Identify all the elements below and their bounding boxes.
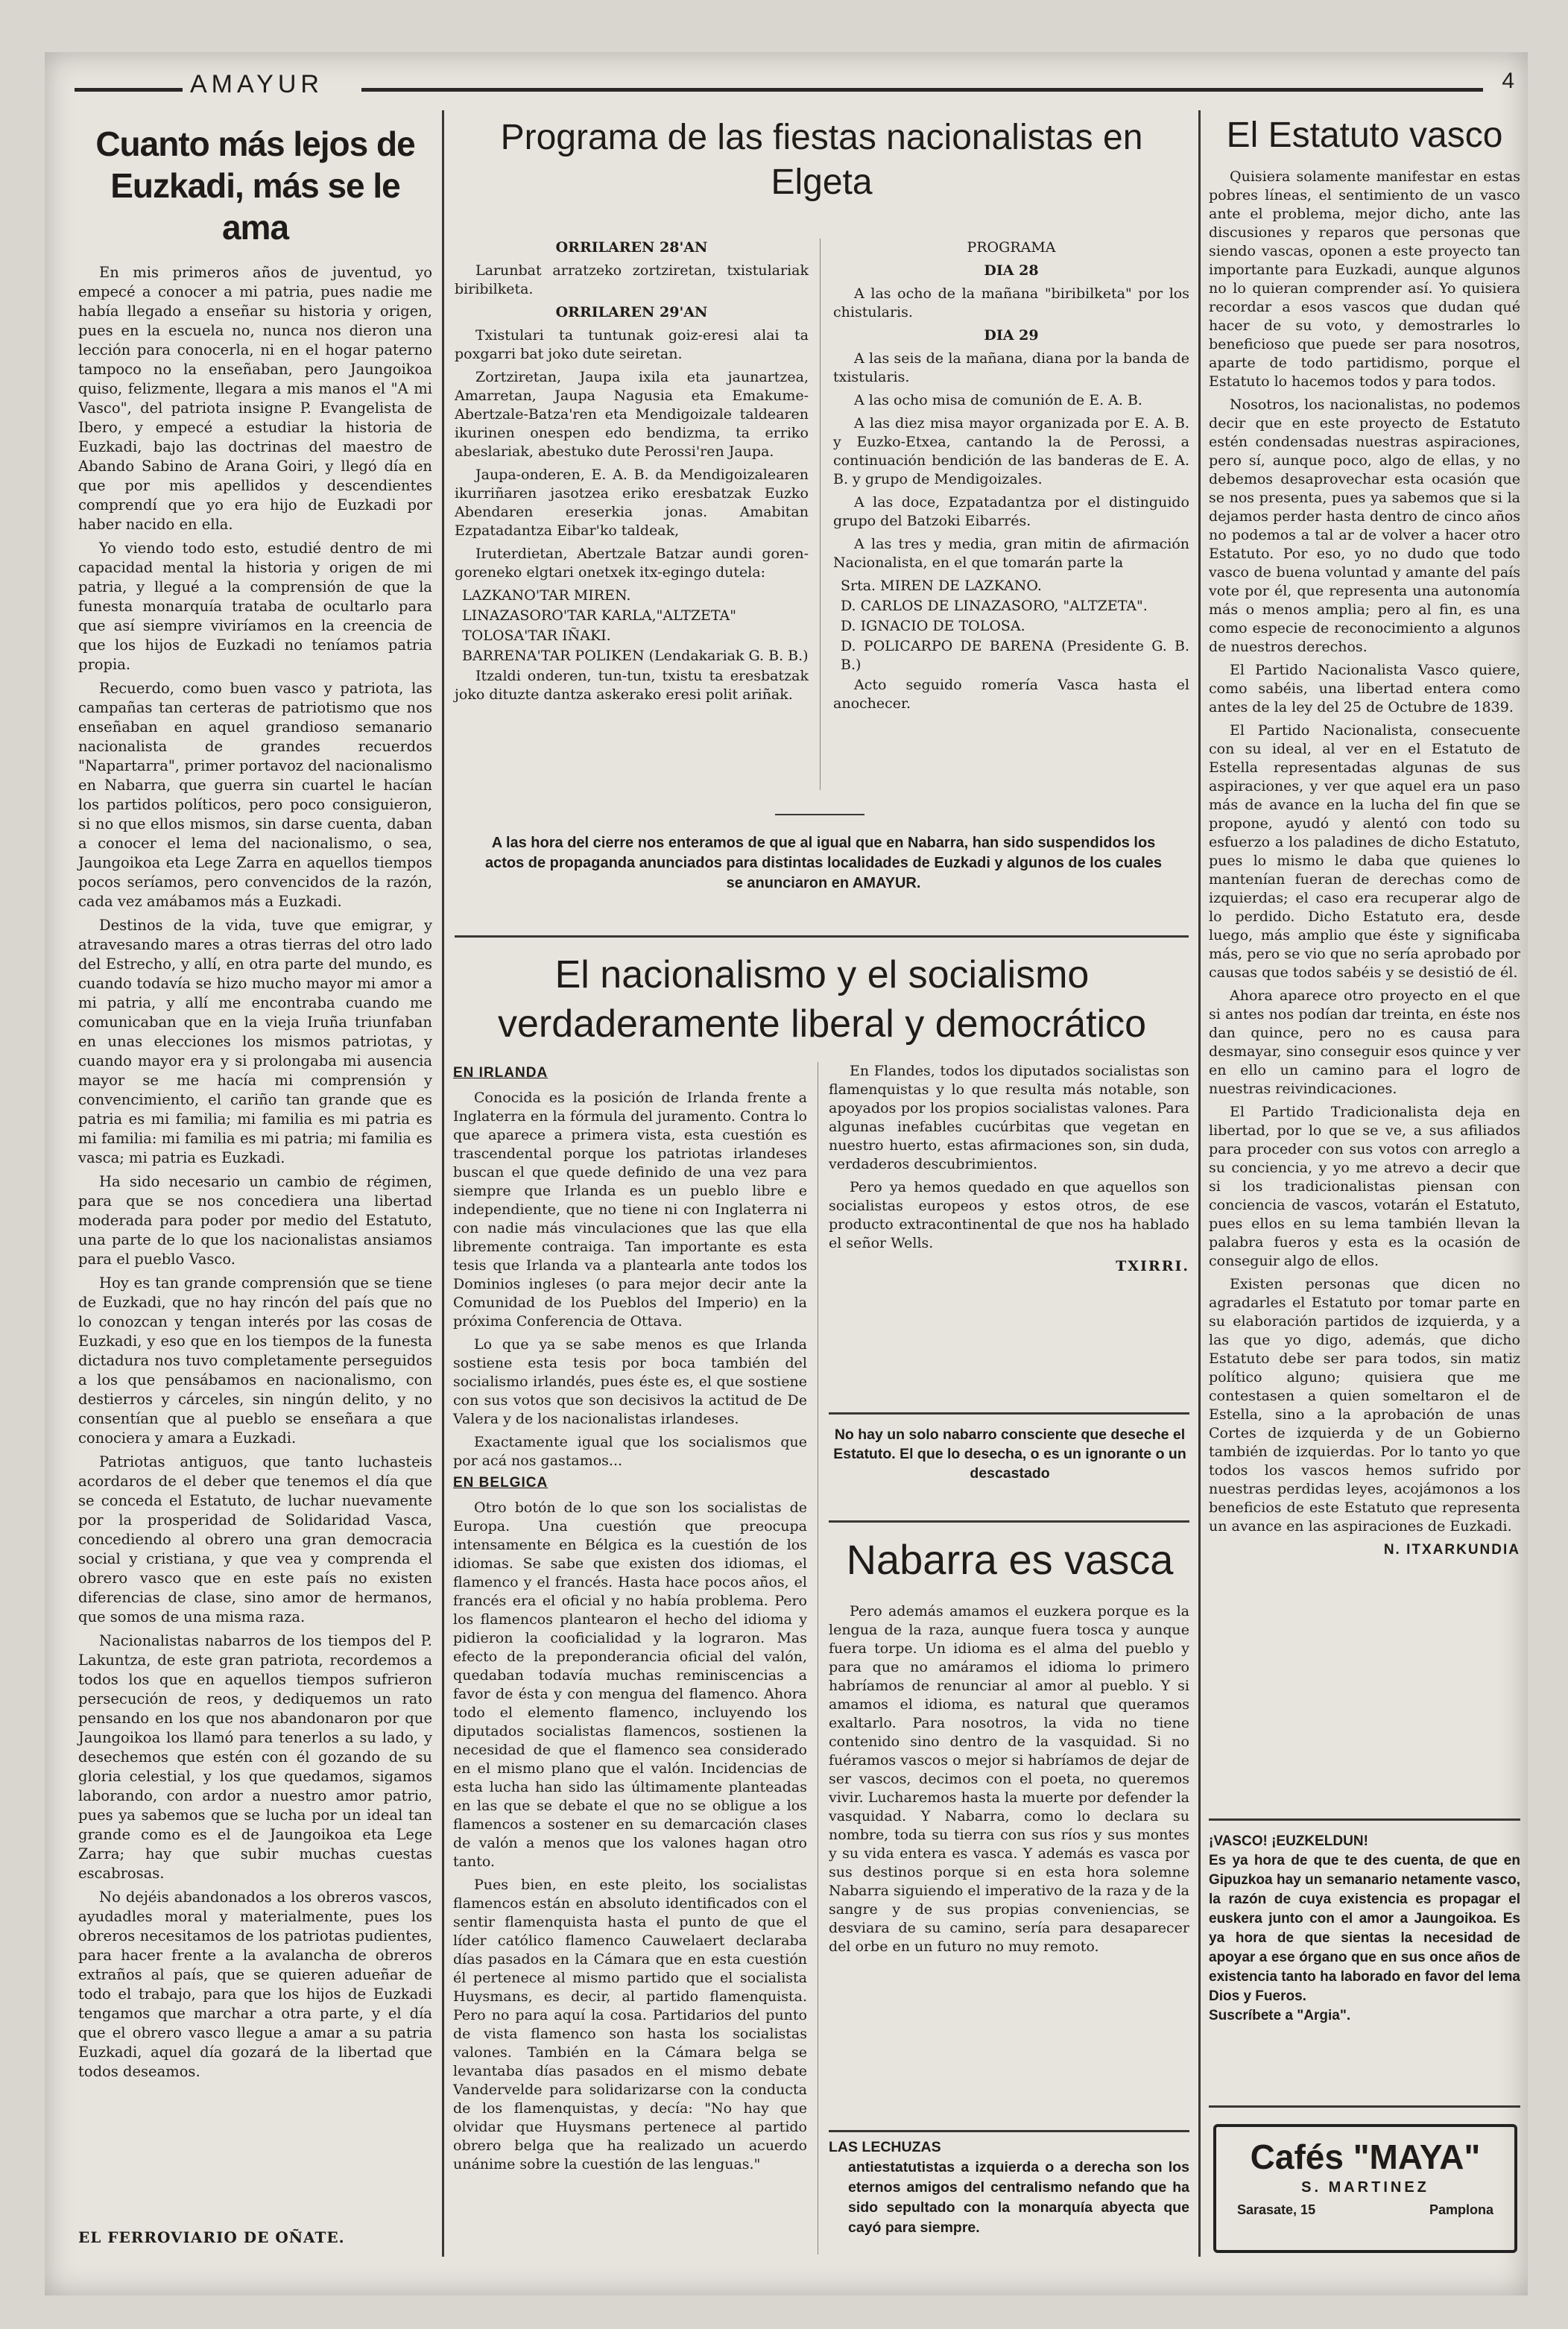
spanish-day2-heading: DIA 29 xyxy=(984,327,1039,344)
article-title: El nacionalismo y el socialismo verdaderamente liberal y democrático xyxy=(498,953,1146,1046)
programa-spanish xyxy=(833,238,1189,790)
spanish-paragraph: A las diez misa mayor organizada por E. A. B. y Euzko-Etxea, cantando la de Perossi, a continuación bendición de las banderas de E. A. B. y grupo de Mendigoizales. xyxy=(833,415,1189,487)
suspension-notice: A las hora del cierre nos enteramos de que al igual que en Nabarra, han sido suspendidos los actos de propaganda anunciados para distintas localidades de Euzkadi y algunos de los cuales se anunciaron en AMAYUR. xyxy=(484,835,1163,891)
basque-day2-heading: ORRILAREN 29'AN xyxy=(555,304,708,320)
article-paragraph: Lo que ya se sabe menos es que Irlanda sostiene esta tesis por boca también del socialismo irlandés, pues éste es, el que sostiene con sus votos que son decisivos la actitud de De Valera y de los nacionalistas irlandeses. xyxy=(453,1336,807,1427)
basque-speaker: LINAZASORO'TAR KARLA,"ALTZETA" xyxy=(462,607,736,624)
spanish-paragraph: A las doce, Ezpatadantza por el distinguido grupo del Batzoki Eibarrés. xyxy=(833,494,1189,529)
masthead-rule-left xyxy=(75,88,183,92)
col1-paragraph: No dejéis abandonados a los obreros vascos, ayudadles moral y materialmente, pues los obreros necesitamos de los patriotas pudientes, para hacer frente a la avalancha de obreros extraños al país, que se quieren adueñar de todo el trabajo, para que los hijos de Euzkadi tengamos que marchar a otra parte, y el día que el obrero vasco llegue a amar a su patria Euzkadi, aquel día gozará de la libertad que todos deseamos. xyxy=(78,1889,432,2080)
col1-paragraph: Yo viendo todo esto, estudié dentro de mi capacidad mental la historia y origen de mi patria, y llegué a la comprensión de que la funesta monarquía trataba de ocultarlo para que así siempre viviríamos en la creencia de que los hijos de Euzkadi no teníamos patria propia. xyxy=(78,540,432,673)
ad-title: Cafés "MAYA" xyxy=(1250,2137,1481,2176)
euzkeldun-subscribe: Suscríbete a "Argia". xyxy=(1209,2008,1351,2023)
column-1 xyxy=(78,123,432,2262)
ad-city: Pamplona xyxy=(1429,2202,1493,2217)
article-title-box xyxy=(453,950,1191,1062)
nabarra-paragraph: Pero además amamos el euzkera porque es la lengua de la raza, aunque fuera tosca y aunque fuera torpe. Un idioma es el alma del pueblo y para que no amáramos el idioma lo primero habríamos de renunciar al amor al pueblo. Y si amamos el idioma, es natural que queramos exaltarlo. Para nosotros, la vida no tiene contenido sino dentro de la vasquidad. Si no fuéramos vascos o mejor si habríamos de dejar de ser vascos, decimos con el poeta, no queremos vivir. Lucharemos hasta la muerte por defender la vasquidad. Y Nabarra, como lo declara su nombre, toda su tierra con sus ríos y sus montes y su vida entera es vasca. Y además es vasca por sus destinos porque si en esta hora solemne Nabarra siguiendo el imperativo de la raza y de la sangre y de sus propias conveniencias, se desviara de su camino, sería para desaparecer del orbe en un futuro no muy remoto. xyxy=(829,1603,1189,1955)
col1-paragraph: Patriotas antiguos, que tanto luchasteis acordaros de el deber que tenemos el día que se conceda el Estatuto, de luchar nuevamente por la prosperidad de Solidaridad Vasca, concediendo al obrero una gran democracia social y cristiana, y que vea y comprenda el obrero vasco que en este país no existen diferencias de clase, sino amor de hermanos, que somos de una misma raza. xyxy=(78,1453,432,1625)
masthead-name: AMAYUR xyxy=(190,70,323,98)
ad-top-rule xyxy=(1209,2105,1520,2108)
spanish-closing: Acto seguido romería Vasca hasta el anochecer. xyxy=(833,677,1189,712)
estatuto-signature: N. ITXARKUNDIA xyxy=(1383,1542,1520,1558)
estatuto-paragraph: Ahora aparece otro proyecto en el que si antes nos podían dar treinta, en éste nos dan quince, pero no es causa para desmayar, sino conseguir esos quince y ver en ello un camino para el logro de nuestras reivindicaciones. xyxy=(1209,987,1520,1097)
masthead-rule-right xyxy=(361,88,1483,92)
basque-speaker: LAZKANO'TAR MIREN. xyxy=(462,587,631,604)
notice-rule xyxy=(775,814,864,815)
section-belgica: EN BELGICA xyxy=(453,1475,549,1491)
estatuto-paragraph: Existen personas que dicen no agradarles el Estatuto por tomar parte en su elaboración partidos de izquierda, y a las que yo digo, además, que dicho Estatuto debe ser para todos, sin matiz político alguno; quisiera que me contestasen a quien someltaron el de Estella, sino a la aprobación de unas Cortes de izquierda y de un Gobierno también de izquierdas. Por lo tanto yo que todos los vascos hemos sufrido por nuestras perdidas leyes, acojámonos a los beneficios de este Estatuto que representa un avance en las aspiraciones de Euzkadi. xyxy=(1209,1276,1520,1535)
estatuto-title: El Estatuto vasco xyxy=(1226,116,1503,155)
section-irlanda: EN IRLANDA xyxy=(453,1065,549,1081)
spanish-speaker: D. POLICARPO DE BARENA (Presidente G. B. B.) xyxy=(841,638,1189,673)
estatuto-title-box xyxy=(1209,112,1520,164)
basque-paragraph: Jaupa-onderen, E. A. B. da Mendigoizalearen ikurriñaren jasotzea eriko eresbatzak Euzko Abendaren ereserkia jonas. Amabitan Ezpatadantza Eibar'ko taldeak, xyxy=(455,467,809,539)
spanish-day1-text: A las ocho de la mañana "biribilketa" por los chistularis. xyxy=(833,285,1189,320)
column-divider-left xyxy=(442,110,444,2257)
col1-body xyxy=(78,263,432,2082)
article-right-column xyxy=(829,1062,1189,1397)
col1-paragraph: Recuerdo, como buen vasco y patriota, las campañas tan certeras de patriotismo que nos enseñaban en aquel grandioso semanario nacionalista de grandes recuerdos "Napartarra", primer portavoz del nacionalismo en Nabarra, que guerra sin cuartel le hacían los partidos políticos, pero poco consiguieron, si no que ellos mismos, sin darse cuenta, daban a conocer el lema del nacionalismo, o sea, Jaungoikoa eta Lege Zarra en aquellos tiempos pocos seríamos, pero convencidos de la razón, cada vez amábamos más a Euzkadi. xyxy=(78,680,432,910)
column-divider-right xyxy=(1198,110,1201,2257)
programa-title-box xyxy=(455,116,1189,202)
lechuzas-box xyxy=(829,2137,1189,2257)
euzkeldun-title: ¡VASCO! ¡EUZKELDUN! xyxy=(1209,1833,1368,1849)
spanish-paragraph: A las tres y media, gran mitin de afirmación Nacionalista, en el que tomarán parte la xyxy=(833,536,1189,571)
article-left-column xyxy=(453,1062,807,2262)
euzkeldun-rule xyxy=(1209,1818,1520,1821)
masthead xyxy=(75,66,1520,110)
page-number: 4 xyxy=(1502,69,1514,93)
estatuto-paragraph: El Partido Tradicionalista deja en libertad, por lo que se ve, a sus afiliados para proceder con sus votos con arreglo a su conciencia, y yo me atrevo a decir que si los tradicionalistas piensan con conciencia de vascos, votarán el Estatuto, pues ellos en su lema también llevan la palabra fueros y esta es la ocasión de conseguir algo de ellos. xyxy=(1209,1104,1520,1269)
estatuto-paragraph: Nosotros, los nacionalistas, no podemos decir que en este proyecto de Estatuto estén condensadas nuestras aspiraciones, pero sí, aunque poco, algo de ellas, y no debemos desaprovechar esta ocasión que se nos presenta, pues ya sabemos que si la dejamos perder hasta dentro de cinco años no podemos a tal ar de volver a hacer otro Estatuto. Por eso, yo no dudo que todo vasco de buena voluntad y amante del país vote por él, que representa una autonomía más o menos amplia; pero al fin, es una como especie de reconocimiento a algunos de nuestros derechos. xyxy=(1209,396,1520,655)
estatuto-box: No hay un solo nabarro consciente que deseche el Estatuto. El que lo desecha, o es un ignorante o un descastado xyxy=(833,1426,1186,1482)
programa-inner-divider xyxy=(820,238,821,790)
estatuto-body xyxy=(1209,168,1520,1807)
spanish-speaker: D. IGNACIO DE TOLOSA. xyxy=(841,618,1025,634)
col1-footer: EL FERROVIARIO DE OÑATE. xyxy=(78,2228,345,2246)
basque-day1-heading: ORRILAREN 28'AN xyxy=(555,239,708,256)
nabarra-title: Nabarra es vasca xyxy=(846,1536,1174,1583)
estatuto-paragraph: Quisiera solamente manifestar en estas pobres líneas, el sentimiento de un vasco ante el problema, mejor dicho, ante las discusiones y reparos que personas que siendo vascas, oponen a este proyecto tan importante para Euzkadi, aunque algunos no lo quieran comprender así. Yo quisiera recordar a esos vascos que dudan qué hacer de su voto, y demostrarles lo beneficioso que puede ser para nosotros, aparte de todo partidismo, porque el Estatuto lo hacemos todos y para todos. xyxy=(1209,168,1520,390)
estatuto-paragraph: El Partido Nacionalista Vasco quiere, como sabéis, una libertad entera como antes de la ley del 25 de Octubre de 1839. xyxy=(1209,662,1520,715)
basque-speaker: TOLOSA'TAR IÑAKI. xyxy=(462,628,611,644)
box-top-rule xyxy=(829,1412,1189,1415)
article-paragraph: Otro botón de lo que son los socialistas de Europa. Una cuestión que preocupa intensamente en Bélgica es la cuestión de los idiomas. Se sabe que existen dos idiomas, el flamenco y el francés. Hasta hace pocos años, el francés era el oficial y no había problema. Pero los flamencos plantearon el hecho del idioma y pidieron la cooficialidad y la lograron. Mas efecto de la preponderancia oficial del valón, quedaban todavía muchas reminiscencias a favor de ésta y con mengua del flamenco. Ahora todo el elemento flamenco, incluyendo los diputados socialistas flamencos, sostienen la necesidad de que el flamenco sea considerado en el mismo plano que el valón. Incidencias de esta lucha han sido las últimamente planteadas en las que se debate el que no se obligue a los flamencos a sostener en su demarcación clases de valón a menos que los valones hagan otro tanto. xyxy=(453,1500,807,1870)
estatuto-paragraph: El Partido Nacionalista, consecuente con su ideal, al ver en el Estatuto de Estella representadas algunas de sus aspiraciones, y ver que aquel era un paso más de avance en la lucha del fin que se propone, ayudó y alentó con todo su esfuerzo a los paladines de dicho Estatuto, pues lo mismo le daba que quienes lo mantenían fueran de derechas como de izquierdas; el caso era recuperar algo de lo perdido. Dicho Estatuto era, desde luego, más amplio que éste y significaba más, pero se vio que no sería aprobado por causas que todos sabéis y se desistió de él. xyxy=(1209,722,1520,981)
spanish-program-heading: PROGRAMA xyxy=(967,239,1056,256)
euzkeldun-text: Es ya hora de que te des cuenta, de que en Gipuzkoa hay un semanario netamente vasco, la razón de cuya existencia es propagar el euskera junto con el amor a Jaungoikoa. Es ya hora de que sientas la necesidad de apoyar a ese órgano que en sus once años de existencia tanto ha laborado en favor del lema Dios y Fueros. xyxy=(1209,1853,1520,2004)
basque-day1-text: Larunbat arratzeko zortziretan, txistulariak biribilketa. xyxy=(455,262,809,297)
spanish-day1-heading: DIA 28 xyxy=(984,262,1039,279)
col1-paragraph: Hoy es tan grande comprensión que se tiene de Euzkadi, que no hay rincón del país que no lo conozcan y tengan interés por las cosas de Euzkadi, y eso que en los tiempos de la funesta dictadura nos tuvo completamente perseguidos a los que pensábamos en nacionalismo, con destierros y cárceles, sin ningún delito, y no consentían que al pueblo se enseñara a que conociera y amara a Euzkadi. xyxy=(78,1274,432,1447)
euzkeldun-box xyxy=(1209,1832,1520,2078)
article-signature: TXIRRI. xyxy=(1116,1258,1189,1274)
programa-title: Programa de las fiestas nacionalistas en Elgeta xyxy=(500,118,1143,202)
lechuzas-text: antiestatutistas a izquierda o a derecha son los eternos amigos del centralismo nefando que ha sido sepultado con la monarquía abyecta que cayó para siempre. xyxy=(848,2159,1189,2236)
ad-address-row xyxy=(1216,2196,1514,2218)
col1-paragraph: Destinos de la vida, tuve que emigrar, y atravesando mares a otras tierras del otro lado del Estrecho, y allí, en otra parte del mundo, es cuando todavía se hizo mucho mayor mi amor a mi patria, y allí me encontraba cuando me comunicaban que en la vieja Iruña triunfaban en unas elecciones los mismos patriotas, y cuando mayor era y si prolongaba mi ausencia mayor se me hacía mi comprensión y convencimiento, el cariño tan grande que es patria es mi familia; mi familia es mi patria es mi familia: mi familia es mi patria; mi familia es vasca; mi patria es Euzkadi. xyxy=(78,917,432,1166)
lechuzas-title: LAS LECHUZAS xyxy=(829,2139,941,2155)
article-paragraph: Conocida es la posición de Irlanda frente a Inglaterra en la fórmula del juramento. Contra lo que aparece a primera vista, esta cuestión es trascendental porque los patriotas irlandeses buscan el que quede definido de una vez para siempre que Irlanda es un pueblo libre e independiente, que no tiene ni con Inglaterra ni con nadie más vinculaciones que las que ella libremente contraiga. Tan importante es esta tesis que Irlanda va a plantearla ante todos los Dominios ingleses (o para mejor decir ante la Comunidad de los Pueblos del Imperio) en la próxima Conferencia de Ottava. xyxy=(453,1090,807,1330)
ad-owner: S. MARTINEZ xyxy=(1301,2179,1429,2196)
col1-paragraph: Nacionalistas nabarros de los tiempos del P. Lakuntza, de este gran patriota, recordemos a todos los que en aquellos tiempos sufrieron persecución de reos, y dediquemos un rato pensando en los que nos abandonaron por que Jaungoikoa los llamó para tenerlos a su lado, y desechemos que estén con él gozando de su gloria celestial, y los que quedamos, sigamos laborando, con ardor a nuestro amor patrio, pues ya sabemos que se lucha por un ideal tan grande como es el de Jaungoikoa eta Lege Zarra; hay que subir muchas cuestas escabrosas. xyxy=(78,1632,432,1882)
nabarra-body xyxy=(829,1602,1189,2124)
basque-closing: Itzaldi onderen, tun-tun, txistu ta eresbatzak joko dituzte dantza askerako eresi polit ariñak. xyxy=(455,668,809,703)
article-paragraph: En Flandes, todos los diputados socialistas son flamenquistas y lo que resulta más notable, son apoyados por los propios socialistas valones. Para algunas inefables cucúrbitas que vegetan en nuestro huerto, estas afirmaciones son, sin duda, verdaderos descubrimientos. xyxy=(829,1063,1189,1172)
article-paragraph: Pero ya hemos quedado en que aquellos son socialistas europeos y estos otros, de ese producto extracontinental de que nos ha hablado el señor Wells. xyxy=(829,1179,1189,1251)
spanish-paragraph: A las ocho misa de comunión de E. A. B. xyxy=(854,392,1142,408)
spanish-speaker: Srta. MIREN DE LAZKANO. xyxy=(841,578,1042,594)
article-paragraph: Pues bien, en este pleito, los socialistas flamencos están en absoluto identificados con el sentir flamenquista hasta el punto de que el líder católico flamenco Cauwelaert declaraba días pasados en la Cámara que en esta cuestión él pertenece al mismo partido que el socialista Huysmans, es decir, al partido flamenquista. Pero no para aquí la cosa. Partidarios del punto de vista flamenco son hasta los socialistas valones. También en la Cámara belga se levantaba días pasados en el mismo debate Vandervelde para solidarizarse con la conducta de los flamenquistas, y decía: "No hay que olvidar que Huysmans pertenece al partido obrero belga que ha realizado un acuerdo unánime sobre la cuestión de las lenguas." xyxy=(453,1877,807,2172)
ad-address: Sarasate, 15 xyxy=(1237,2202,1316,2217)
box-bottom-rule xyxy=(829,1520,1189,1523)
spanish-speaker: D. CARLOS DE LINAZASORO, "ALTZETA". xyxy=(841,598,1148,614)
lechuzas-rule xyxy=(829,2130,1189,2132)
nabarra-title-box xyxy=(829,1532,1191,1591)
basque-paragraph: Txistulari ta tuntunak goiz-eresi alai ta poxgarri bat joko dute seiretan. xyxy=(455,327,809,362)
basque-paragraph: Iruterdietan, Abertzale Batzar aundi goren-goreneko elgtari onetxek itx-egingo dutela: xyxy=(455,546,809,581)
col1-paragraph: En mis primeros años de juventud, yo empecé a conocer a mi patria, pues nadie me había llegado a enseñar su historia y origen, pues en la escuela no, nunca nos dieron una lección para conocerla, ni en el hogar paterno tampoco no la enseñaban, pero Jaungoikoa quiso, felizmente, llegara a mis manos el "A mi Vasco", del patriota insigne P. Evangelista de Ibero, y empecé a estudiar la historia de Euzkadi, bajo las doctrinas del maestro de Abando Sabino de Arana Goiri, y llegó día en que por mis apellidos y descendientes comprendí que yo era hijo de Euzkadi por haber nacido en ella. xyxy=(78,264,432,533)
basque-speaker: BARRENA'TAR POLIKEN (Lendakariak G. B. B.) xyxy=(462,648,809,664)
notice-bottom-rule xyxy=(455,935,1189,938)
article-paragraph: Exactamente igual que los socialismos que por acá nos gastamos... xyxy=(453,1434,807,1469)
basque-paragraph: Zortziretan, Jaupa ixila eta jaunartzea, Amarretan, Jaupa Nagusia eta Emakume-Abertzale-Batza'ren eta Mendigoizale taldearen ikurinen onespen edo bendizma, ta erriko abeslariak, abestuko dute Perossi'ren Jaupa. xyxy=(455,369,809,460)
spanish-paragraph: A las seis de la mañana, diana por la banda de txistularis. xyxy=(833,350,1189,385)
col1-title: Cuanto más lejos de Euzkadi, más se le ama xyxy=(95,124,415,247)
cafes-maya-ad xyxy=(1213,2124,1517,2253)
programa-basque xyxy=(455,238,809,790)
col1-paragraph: Ha sido necesario un cambio de régimen, para que se nos concediera una libertad moderada para poder por medio del Estatuto, una parte de lo que los nacionalistas ansiamos para el pueblo Vasco. xyxy=(78,1173,432,1268)
